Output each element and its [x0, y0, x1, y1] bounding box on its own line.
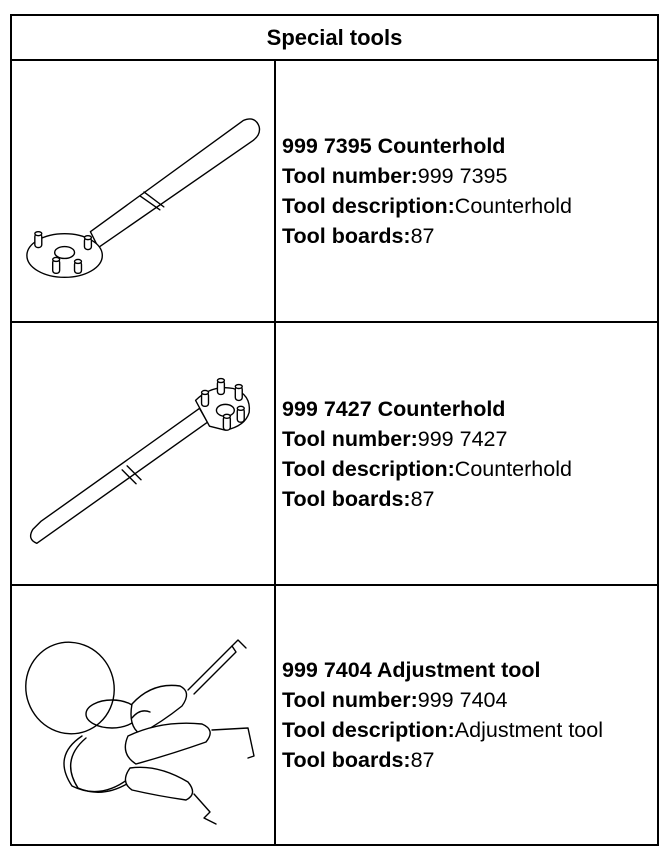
tool-row [12, 61, 657, 323]
tool-info [282, 61, 657, 321]
tool-image-cell [12, 61, 276, 321]
tool-boards-value: 87 [410, 224, 435, 248]
tool-number-label: Tool number: [282, 426, 418, 451]
tool-number-line [282, 424, 657, 454]
tool-boards-value: 87 [410, 486, 435, 511]
tool-number-value: 999 7427 [417, 426, 508, 451]
tool-boards-value: 87 [410, 748, 435, 772]
tool-number-value: 999 7404 [417, 688, 508, 712]
tool-description-value: Adjustment tool [454, 718, 603, 742]
table-header: Special tools [12, 16, 657, 61]
tool-number-line [282, 161, 657, 191]
tool-image-cell [12, 586, 276, 844]
counterhold-wrench-icon [12, 61, 274, 321]
tool-description-line [282, 715, 657, 745]
tool-number-line [282, 685, 657, 715]
tool-heading: 999 7404 Adjustment tool [282, 658, 541, 682]
tool-row [12, 586, 657, 844]
tool-boards-line [282, 221, 657, 251]
tool-heading: 999 7395 Counterhold [282, 134, 506, 158]
tool-description-line [282, 454, 657, 484]
tool-image-cell [12, 323, 276, 584]
tool-boards-label: Tool boards: [282, 748, 411, 772]
tool-boards-label: Tool boards: [282, 486, 411, 511]
tool-number-label: Tool number: [282, 164, 418, 188]
tool-row [12, 323, 657, 586]
tool-description-line [282, 191, 657, 221]
adjustment-tool-icon [12, 586, 274, 844]
counterhold-wrench-icon [12, 323, 274, 584]
tool-boards-label: Tool boards: [282, 224, 411, 248]
tool-boards-line [282, 745, 657, 775]
tool-description-value: Counterhold [454, 194, 572, 218]
tool-boards-line [282, 484, 657, 514]
tool-info [282, 323, 657, 584]
tool-description-label: Tool description: [282, 718, 455, 742]
tool-description-value: Counterhold [454, 456, 572, 481]
tool-number-value: 999 7395 [417, 164, 508, 188]
special-tools-table [10, 14, 659, 846]
tool-description-label: Tool description: [282, 456, 455, 481]
tool-number-label: Tool number: [282, 688, 418, 712]
tool-heading: 999 7427 Counterhold [282, 396, 506, 421]
tool-description-label: Tool description: [282, 194, 455, 218]
tool-info [282, 586, 657, 844]
